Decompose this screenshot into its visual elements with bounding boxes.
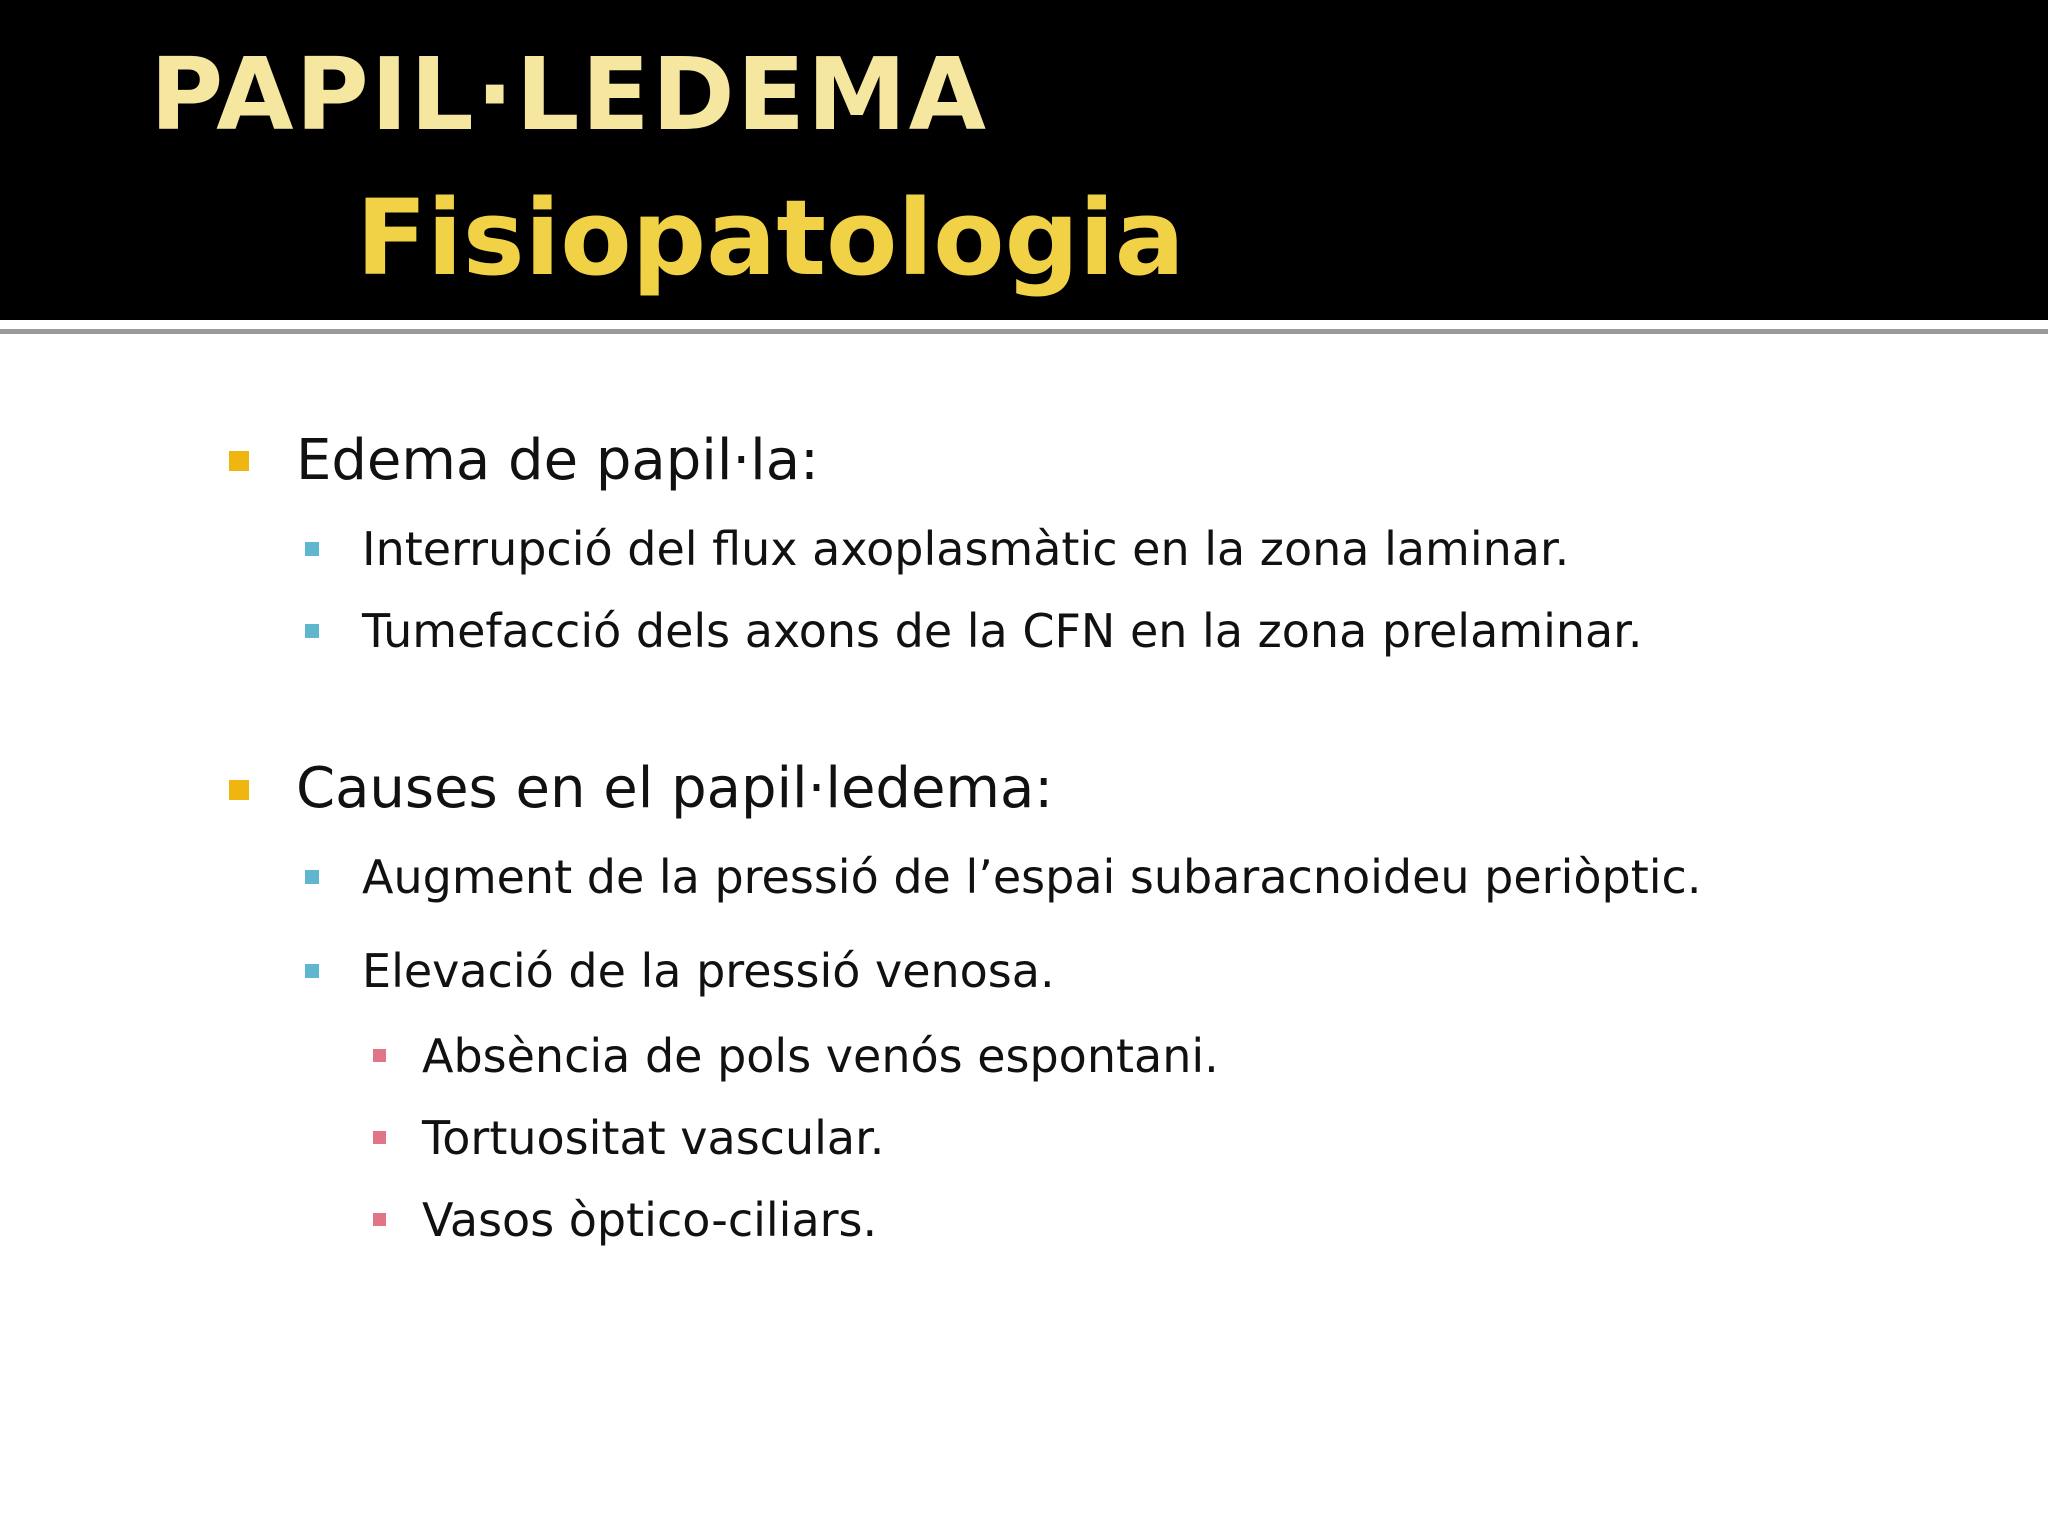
- square-bullet-icon: [373, 1131, 386, 1144]
- square-bullet-icon: [305, 542, 319, 556]
- list-item-text: Interrupció del flux axoplasmàtic en la zona laminar.: [362, 522, 1570, 576]
- square-bullet-icon: [373, 1049, 386, 1062]
- slide-subtitle: Fisiopatologia: [356, 177, 1185, 299]
- square-bullet-icon: [373, 1213, 386, 1226]
- square-bullet-icon: [305, 870, 319, 884]
- list-item-text: Augment de la pressió de l’espai subaracnoideu periòptic.: [362, 850, 1702, 904]
- square-bullet-icon: [305, 964, 319, 978]
- section-heading: Edema de papil·la:: [296, 428, 819, 493]
- list-item-text: Elevació de la pressió venosa.: [362, 944, 1055, 998]
- square-bullet-icon: [229, 451, 249, 471]
- section-heading: Causes en el papil·ledema:: [296, 756, 1054, 821]
- square-bullet-icon: [305, 624, 319, 638]
- square-bullet-icon: [229, 780, 249, 800]
- slide-title: PAPIL·LEDEMA: [150, 36, 988, 153]
- list-item-text: Tortuositat vascular.: [422, 1111, 885, 1165]
- list-item-text: Vasos òptico-ciliars.: [422, 1193, 878, 1247]
- list-item-text: Tumefacció dels axons de la CFN en la zona prelaminar.: [362, 604, 1643, 658]
- list-item-text: Absència de pols venós espontani.: [422, 1029, 1219, 1083]
